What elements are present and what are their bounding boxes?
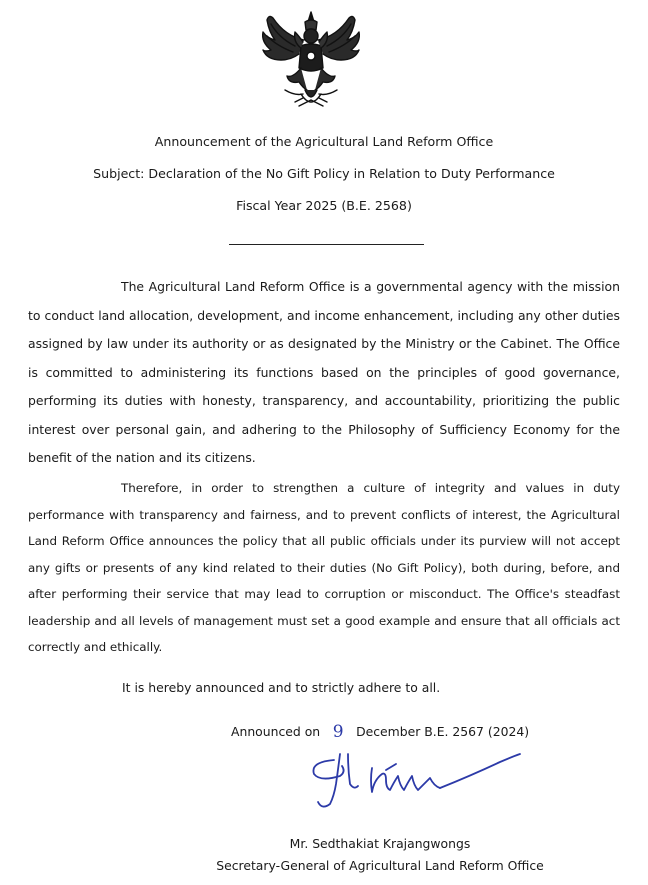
date-day-handwritten: 9	[332, 722, 344, 742]
body-paragraph-2: Therefore, in order to strengthen a culture of integrity and values in duty performance with transparency and fairness, and to prevent conflicts of interest, the Agricultural Land Reform Office announces the policy that all public officials under its purview will not accept any gifts or presents of any kind related to their duties (No Gift Policy), both during, before, and after performing their service that may lead to corruption or misconduct. The Office's steadfast leadership and all levels of management must set a good example and ensure that all officials act correctly and ethically.	[28, 481, 620, 654]
garuda-emblem-icon	[255, 6, 367, 112]
announcement-date	[231, 723, 529, 740]
announcement-subject: Subject: Declaration of the No Gift Policy in Relation to Duty Performance	[93, 166, 555, 181]
date-prefix: Announced on	[231, 724, 321, 739]
signer-title: Secretary-General of Agricultural Land Reform Office	[216, 858, 544, 873]
fiscal-year-line: Fiscal Year 2025 (B.E. 2568)	[236, 198, 412, 213]
closing-statement: It is hereby announced and to strictly adhere to all.	[122, 680, 441, 695]
date-rest: December B.E. 2567 (2024)	[356, 724, 530, 739]
body-paragraph-1: The Agricultural Land Reform Office is a governmental agency with the mission to conduct land allocation, development, and income enhancement, including any other duties assigned by law under its authority or as designated by the Ministry or the Cabinet. The Office is committed to administering its functions based on the principles of good governance, performing its duties with honesty, transparency, and accountability, prioritizing the public interest over personal gain, and adhering to the Philosophy of Sufficiency Economy for the benefit of the nation and its citizens.	[28, 279, 620, 465]
signer-name: Mr. Sedthakiat Krajangwongs	[289, 836, 471, 851]
header-divider	[229, 244, 424, 245]
handwritten-signature	[300, 740, 530, 812]
announcement-heading: Announcement of the Agricultural Land Reform Office	[154, 134, 494, 149]
